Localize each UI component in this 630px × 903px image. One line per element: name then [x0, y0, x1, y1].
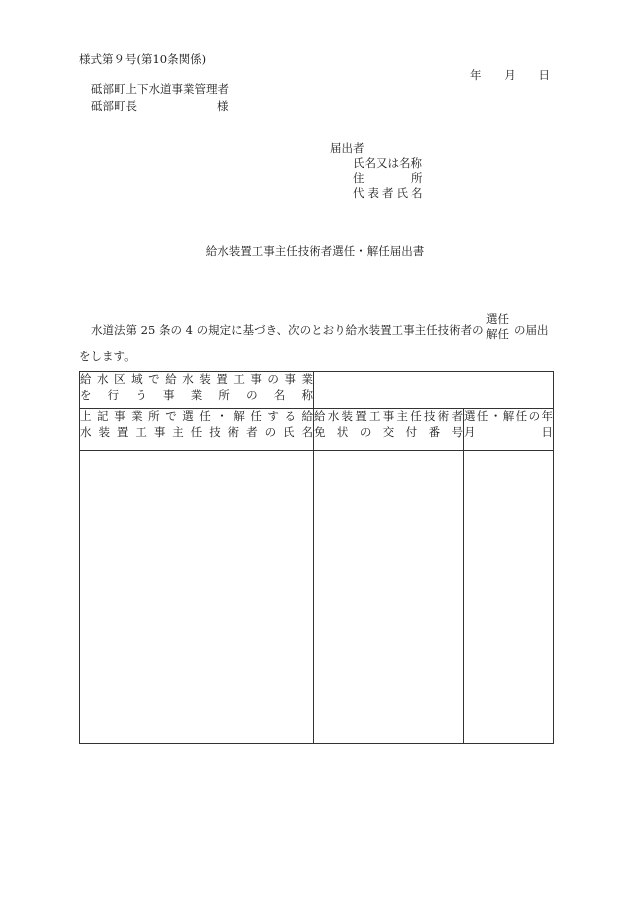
- date-day-label: 日: [538, 68, 550, 82]
- date-header-day: 日: [541, 424, 553, 439]
- option-appoint: 選任: [486, 312, 509, 326]
- office-label-line-1: 給水区域で給水装置工事の事業: [80, 372, 313, 386]
- addressee-line-1: 砥部町上下水道事業管理者: [91, 82, 229, 96]
- body-text-lead: 水道法第 25 条の 4 の規定に基づき、次のとおり給水装置工事主任技術者の: [91, 323, 484, 337]
- applicant-address-label-a: 住: [353, 171, 365, 185]
- office-label-cell: [80, 372, 314, 409]
- date-header-line-1: 選任・解任の年: [464, 409, 553, 423]
- date-month-label: 月: [504, 68, 516, 82]
- option-dismiss: 解任: [486, 326, 509, 341]
- date-line: [470, 68, 550, 82]
- addressee-honorific: 様: [217, 99, 229, 113]
- date-entry-cell[interactable]: [464, 451, 554, 744]
- date-header: [464, 409, 554, 451]
- engineer-header-line-2: 水装置工事主任技術者の氏名: [80, 424, 313, 439]
- license-number-entry-cell[interactable]: [314, 451, 464, 744]
- document-title: 給水装置工事主任技術者選任・解任届出書: [205, 244, 425, 258]
- office-value-cell[interactable]: [314, 372, 554, 409]
- engineer-header-line-1: 上記事業所で選任・解任する給: [80, 409, 313, 423]
- license-header-line-1: 給水装置工事主任技術者: [314, 409, 463, 423]
- engineer-name-header: [80, 409, 314, 451]
- date-header-month: 月: [464, 424, 476, 439]
- office-row: [80, 372, 554, 409]
- form-number: 様式第９号(第10条関係): [79, 52, 207, 66]
- applicant-address-label-b: 所: [411, 171, 423, 185]
- body-text-continuation: をします。: [79, 349, 136, 363]
- appointment-option-stack: [486, 312, 509, 341]
- addressee-line-2: 砥部町長: [91, 99, 137, 113]
- header-row: [80, 409, 554, 451]
- engineer-name-entry-cell[interactable]: [80, 451, 314, 744]
- applicant-representative-label: 代表者氏名: [353, 186, 426, 200]
- date-year-label: 年: [470, 68, 482, 82]
- applicant-name-label: 氏名又は名称: [353, 156, 422, 170]
- date-header-line-2: [464, 425, 553, 441]
- engineer-table: [79, 371, 554, 744]
- license-number-header: [314, 409, 464, 451]
- entry-row: [80, 451, 554, 744]
- license-header-line-2: 免状の交付番号: [314, 424, 463, 439]
- office-label-line-2: を行う事業所の名称: [80, 387, 313, 402]
- applicant-label: 届出者: [330, 141, 365, 155]
- body-text-tail: の届出: [514, 323, 549, 337]
